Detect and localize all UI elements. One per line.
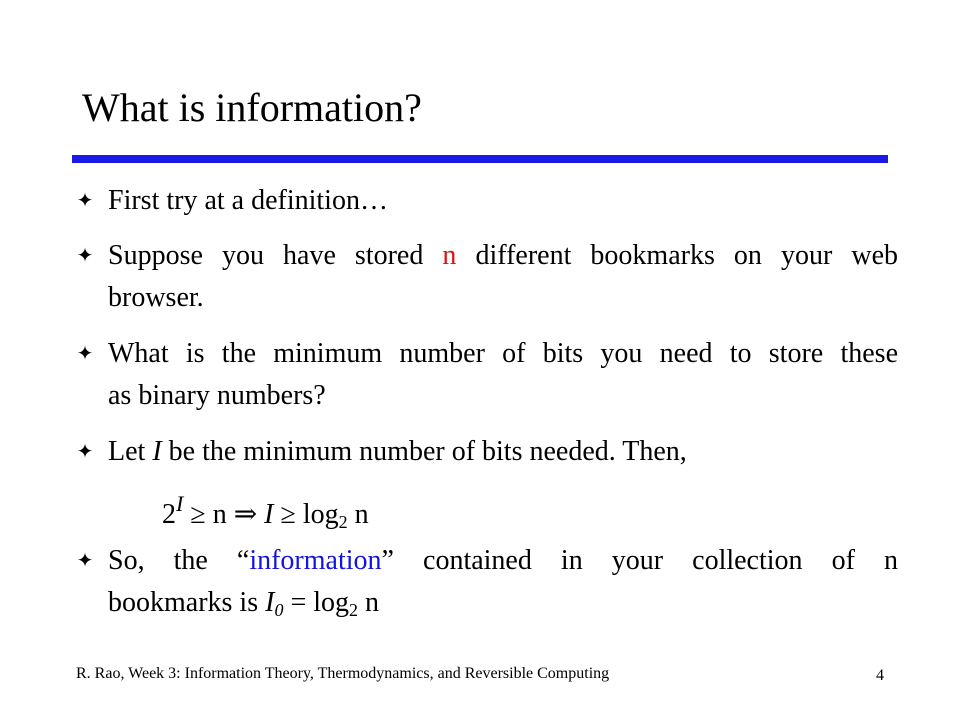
four-point-star-icon: ✦ (76, 343, 94, 365)
bullet-text: browser. (108, 282, 204, 313)
bullet-text: Suppose you have stored n different bookmarks on your web (108, 240, 898, 271)
bullet-text: as binary numbers? (108, 380, 326, 411)
four-point-star-icon: ✦ (76, 190, 94, 212)
bullet-text: What is the minimum number of bits you need to store these (108, 338, 898, 369)
page-number: 4 (876, 667, 884, 684)
slide-title: What is information? (82, 85, 422, 130)
four-point-star-icon: ✦ (76, 245, 94, 267)
bullet-text: First try at a definition… (108, 185, 388, 216)
highlighted-variable: n (442, 240, 457, 271)
title-divider (72, 155, 888, 163)
bullet-text: Let I be the minimum number of bits needed. Then, (108, 436, 687, 467)
highlighted-term: information (249, 545, 382, 576)
footer-citation: R. Rao, Week 3: Information Theory, Thermodynamics, and Reversible Computing (76, 665, 610, 682)
four-point-star-icon: ✦ (76, 550, 94, 572)
bullet-text: bookmarks is $I_0 = \log_2 n$ (108, 587, 380, 620)
bullet-text: So, the “information” contained in your collection of n (108, 545, 898, 576)
formula: $2^I \ge n$ ⇒ $I \ge \log_2 n$ (162, 491, 369, 532)
four-point-star-icon: ✦ (76, 441, 94, 463)
